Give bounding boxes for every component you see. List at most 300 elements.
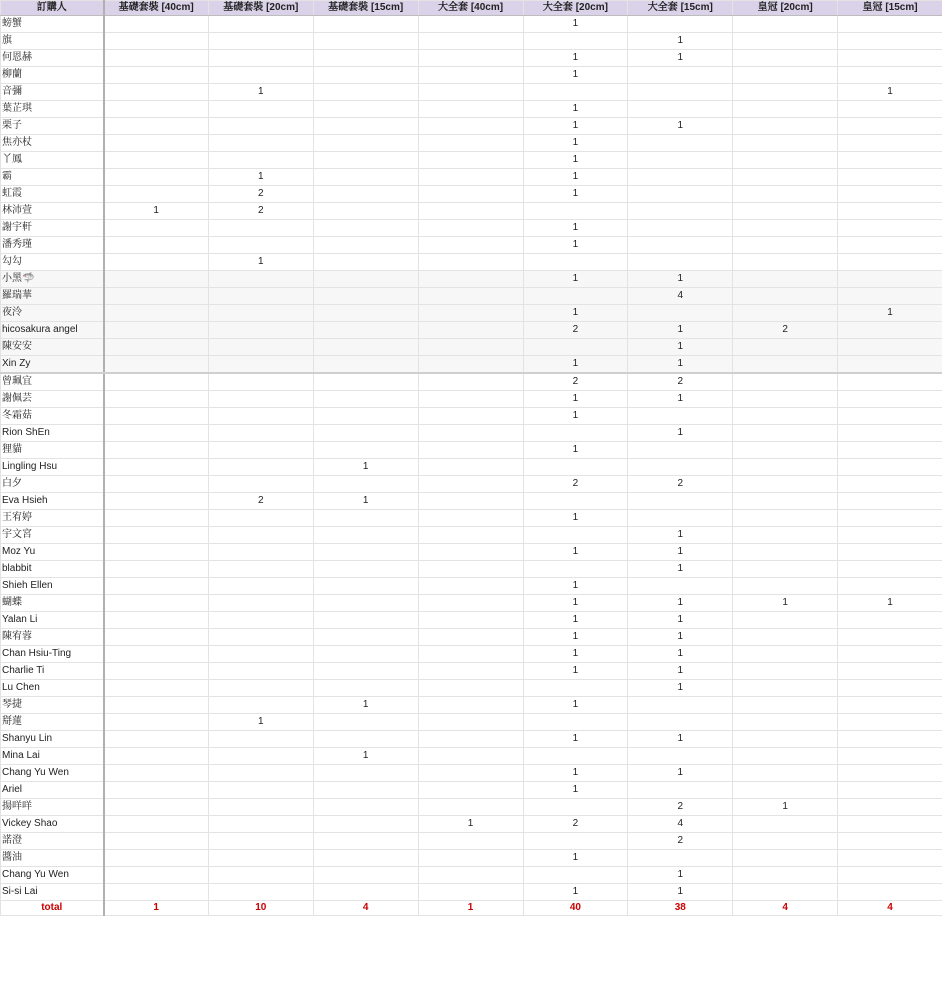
- quantity-cell[interactable]: [523, 203, 628, 220]
- quantity-cell[interactable]: [313, 765, 418, 782]
- quantity-cell[interactable]: [838, 612, 942, 629]
- quantity-cell[interactable]: [208, 16, 313, 33]
- total-cell[interactable]: 38: [628, 901, 733, 916]
- quantity-cell[interactable]: [104, 714, 209, 731]
- buyer-name-cell[interactable]: Mina Lai: [1, 748, 104, 765]
- quantity-cell[interactable]: [523, 339, 628, 356]
- quantity-cell[interactable]: 1: [628, 322, 733, 339]
- quantity-cell[interactable]: [208, 867, 313, 884]
- quantity-cell[interactable]: 1: [523, 578, 628, 595]
- quantity-cell[interactable]: [313, 186, 418, 203]
- quantity-cell[interactable]: [104, 578, 209, 595]
- quantity-cell[interactable]: [208, 152, 313, 169]
- quantity-cell[interactable]: [104, 884, 209, 901]
- buyer-name-cell[interactable]: 音彌: [1, 84, 104, 101]
- quantity-cell[interactable]: [628, 459, 733, 476]
- quantity-cell[interactable]: [104, 186, 209, 203]
- quantity-cell[interactable]: [313, 288, 418, 305]
- quantity-cell[interactable]: [628, 493, 733, 510]
- quantity-cell[interactable]: 1: [628, 595, 733, 612]
- quantity-cell[interactable]: [733, 748, 838, 765]
- quantity-cell[interactable]: [733, 186, 838, 203]
- buyer-name-cell[interactable]: 柳蘭: [1, 67, 104, 84]
- quantity-cell[interactable]: 2: [523, 816, 628, 833]
- buyer-name-cell[interactable]: 虹霞: [1, 186, 104, 203]
- quantity-cell[interactable]: [418, 527, 523, 544]
- quantity-cell[interactable]: [628, 220, 733, 237]
- buyer-name-cell[interactable]: Charlie Ti: [1, 663, 104, 680]
- quantity-cell[interactable]: [208, 510, 313, 527]
- quantity-cell[interactable]: [104, 493, 209, 510]
- quantity-cell[interactable]: [208, 782, 313, 799]
- buyer-name-cell[interactable]: 何恩赫: [1, 50, 104, 67]
- quantity-cell[interactable]: [523, 493, 628, 510]
- quantity-cell[interactable]: 1: [523, 612, 628, 629]
- buyer-name-cell[interactable]: Chang Yu Wen: [1, 867, 104, 884]
- quantity-cell[interactable]: [418, 152, 523, 169]
- quantity-cell[interactable]: [208, 408, 313, 425]
- quantity-cell[interactable]: [313, 850, 418, 867]
- quantity-cell[interactable]: [208, 118, 313, 135]
- quantity-cell[interactable]: [628, 84, 733, 101]
- quantity-cell[interactable]: [628, 442, 733, 459]
- quantity-cell[interactable]: 2: [208, 203, 313, 220]
- quantity-cell[interactable]: [208, 612, 313, 629]
- quantity-cell[interactable]: [313, 391, 418, 408]
- quantity-cell[interactable]: [104, 101, 209, 118]
- quantity-cell[interactable]: [838, 765, 942, 782]
- quantity-cell[interactable]: [208, 527, 313, 544]
- quantity-cell[interactable]: [733, 16, 838, 33]
- quantity-cell[interactable]: 1: [838, 305, 942, 322]
- quantity-cell[interactable]: 1: [523, 101, 628, 118]
- buyer-name-cell[interactable]: 冬霜菇: [1, 408, 104, 425]
- quantity-cell[interactable]: [313, 152, 418, 169]
- quantity-cell[interactable]: [313, 646, 418, 663]
- quantity-cell[interactable]: 1: [523, 237, 628, 254]
- quantity-cell[interactable]: 1: [628, 731, 733, 748]
- quantity-cell[interactable]: [418, 476, 523, 493]
- quantity-cell[interactable]: 1: [628, 629, 733, 646]
- quantity-cell[interactable]: [104, 782, 209, 799]
- quantity-cell[interactable]: 1: [628, 612, 733, 629]
- quantity-cell[interactable]: [733, 288, 838, 305]
- column-header[interactable]: 基礎套裝 [15cm]: [313, 1, 418, 16]
- quantity-cell[interactable]: [313, 305, 418, 322]
- buyer-name-cell[interactable]: Vickey Shao: [1, 816, 104, 833]
- quantity-cell[interactable]: 1: [523, 697, 628, 714]
- quantity-cell[interactable]: [628, 697, 733, 714]
- quantity-cell[interactable]: [838, 544, 942, 561]
- quantity-cell[interactable]: [208, 288, 313, 305]
- quantity-cell[interactable]: [418, 169, 523, 186]
- quantity-cell[interactable]: [313, 254, 418, 271]
- quantity-cell[interactable]: [523, 561, 628, 578]
- quantity-cell[interactable]: [104, 476, 209, 493]
- quantity-cell[interactable]: [628, 169, 733, 186]
- quantity-cell[interactable]: [838, 169, 942, 186]
- column-header[interactable]: 皇冠 [15cm]: [838, 1, 942, 16]
- quantity-cell[interactable]: [838, 867, 942, 884]
- quantity-cell[interactable]: [104, 850, 209, 867]
- quantity-cell[interactable]: [838, 425, 942, 442]
- quantity-cell[interactable]: [733, 731, 838, 748]
- quantity-cell[interactable]: [838, 697, 942, 714]
- quantity-cell[interactable]: [733, 850, 838, 867]
- quantity-cell[interactable]: [418, 697, 523, 714]
- quantity-cell[interactable]: [838, 186, 942, 203]
- quantity-cell[interactable]: [208, 476, 313, 493]
- quantity-cell[interactable]: [104, 254, 209, 271]
- buyer-name-cell[interactable]: 勾勾: [1, 254, 104, 271]
- quantity-cell[interactable]: [523, 254, 628, 271]
- quantity-cell[interactable]: [838, 288, 942, 305]
- quantity-cell[interactable]: [208, 373, 313, 391]
- quantity-cell[interactable]: [733, 680, 838, 697]
- quantity-cell[interactable]: [838, 850, 942, 867]
- quantity-cell[interactable]: [313, 33, 418, 50]
- quantity-cell[interactable]: [313, 373, 418, 391]
- quantity-cell[interactable]: [838, 476, 942, 493]
- quantity-cell[interactable]: [733, 169, 838, 186]
- quantity-cell[interactable]: [313, 118, 418, 135]
- quantity-cell[interactable]: [733, 646, 838, 663]
- quantity-cell[interactable]: [418, 186, 523, 203]
- quantity-cell[interactable]: [418, 714, 523, 731]
- quantity-cell[interactable]: 2: [733, 322, 838, 339]
- quantity-cell[interactable]: [838, 833, 942, 850]
- buyer-name-cell[interactable]: 羅瑞華: [1, 288, 104, 305]
- total-cell[interactable]: 10: [208, 901, 313, 916]
- quantity-cell[interactable]: 4: [628, 288, 733, 305]
- quantity-cell[interactable]: [208, 322, 313, 339]
- quantity-cell[interactable]: [733, 612, 838, 629]
- quantity-cell[interactable]: [838, 152, 942, 169]
- quantity-cell[interactable]: [523, 867, 628, 884]
- quantity-cell[interactable]: [838, 50, 942, 67]
- quantity-cell[interactable]: [733, 765, 838, 782]
- quantity-cell[interactable]: [418, 850, 523, 867]
- quantity-cell[interactable]: 1: [104, 203, 209, 220]
- quantity-cell[interactable]: 1: [523, 544, 628, 561]
- quantity-cell[interactable]: [628, 578, 733, 595]
- quantity-cell[interactable]: [523, 799, 628, 816]
- quantity-cell[interactable]: 1: [313, 493, 418, 510]
- quantity-cell[interactable]: [104, 220, 209, 237]
- quantity-cell[interactable]: [733, 67, 838, 84]
- quantity-cell[interactable]: [104, 748, 209, 765]
- quantity-cell[interactable]: [733, 714, 838, 731]
- quantity-cell[interactable]: [313, 339, 418, 356]
- quantity-cell[interactable]: [418, 237, 523, 254]
- column-header[interactable]: 基礎套裝 [20cm]: [208, 1, 313, 16]
- quantity-cell[interactable]: 1: [523, 220, 628, 237]
- quantity-cell[interactable]: [208, 67, 313, 84]
- quantity-cell[interactable]: 1: [523, 782, 628, 799]
- quantity-cell[interactable]: [418, 373, 523, 391]
- quantity-cell[interactable]: [104, 612, 209, 629]
- quantity-cell[interactable]: [208, 101, 313, 118]
- quantity-cell[interactable]: [418, 765, 523, 782]
- buyer-name-cell[interactable]: Yalan Li: [1, 612, 104, 629]
- buyer-name-cell[interactable]: 旗: [1, 33, 104, 50]
- quantity-cell[interactable]: [208, 731, 313, 748]
- quantity-cell[interactable]: [313, 442, 418, 459]
- quantity-cell[interactable]: [104, 391, 209, 408]
- quantity-cell[interactable]: [418, 493, 523, 510]
- quantity-cell[interactable]: [313, 595, 418, 612]
- quantity-cell[interactable]: 2: [628, 833, 733, 850]
- quantity-cell[interactable]: [838, 16, 942, 33]
- quantity-cell[interactable]: [313, 612, 418, 629]
- quantity-cell[interactable]: [313, 237, 418, 254]
- quantity-cell[interactable]: [418, 101, 523, 118]
- total-cell[interactable]: 40: [523, 901, 628, 916]
- quantity-cell[interactable]: [838, 254, 942, 271]
- quantity-cell[interactable]: [733, 578, 838, 595]
- quantity-cell[interactable]: [418, 629, 523, 646]
- quantity-cell[interactable]: [418, 16, 523, 33]
- quantity-cell[interactable]: [208, 646, 313, 663]
- quantity-cell[interactable]: [104, 527, 209, 544]
- quantity-cell[interactable]: [313, 16, 418, 33]
- quantity-cell[interactable]: [418, 833, 523, 850]
- buyer-name-cell[interactable]: 林沛萱: [1, 203, 104, 220]
- quantity-cell[interactable]: [313, 50, 418, 67]
- quantity-cell[interactable]: [208, 50, 313, 67]
- quantity-cell[interactable]: 1: [628, 339, 733, 356]
- quantity-cell[interactable]: 1: [523, 391, 628, 408]
- buyer-name-cell[interactable]: 螃蟹: [1, 16, 104, 33]
- quantity-cell[interactable]: [628, 254, 733, 271]
- quantity-cell[interactable]: [208, 459, 313, 476]
- quantity-cell[interactable]: 1: [628, 425, 733, 442]
- column-header[interactable]: 基礎套裝 [40cm]: [104, 1, 209, 16]
- quantity-cell[interactable]: 1: [523, 765, 628, 782]
- quantity-cell[interactable]: [733, 203, 838, 220]
- quantity-cell[interactable]: [523, 459, 628, 476]
- quantity-cell[interactable]: [313, 356, 418, 374]
- quantity-cell[interactable]: [838, 578, 942, 595]
- total-cell[interactable]: 4: [733, 901, 838, 916]
- quantity-cell[interactable]: [313, 220, 418, 237]
- quantity-cell[interactable]: [523, 425, 628, 442]
- quantity-cell[interactable]: [313, 578, 418, 595]
- quantity-cell[interactable]: [104, 169, 209, 186]
- quantity-cell[interactable]: 1: [523, 850, 628, 867]
- quantity-cell[interactable]: 1: [628, 33, 733, 50]
- quantity-cell[interactable]: 1: [208, 254, 313, 271]
- buyer-name-cell[interactable]: 焦亦杖: [1, 135, 104, 152]
- quantity-cell[interactable]: [208, 135, 313, 152]
- quantity-cell[interactable]: [104, 731, 209, 748]
- quantity-cell[interactable]: [628, 152, 733, 169]
- quantity-cell[interactable]: [104, 629, 209, 646]
- column-header[interactable]: 大全套 [20cm]: [523, 1, 628, 16]
- quantity-cell[interactable]: [838, 356, 942, 374]
- quantity-cell[interactable]: [628, 510, 733, 527]
- buyer-name-cell[interactable]: Shanyu Lin: [1, 731, 104, 748]
- quantity-cell[interactable]: [523, 84, 628, 101]
- quantity-cell[interactable]: [104, 595, 209, 612]
- quantity-cell[interactable]: [104, 237, 209, 254]
- quantity-cell[interactable]: [208, 816, 313, 833]
- quantity-cell[interactable]: [628, 305, 733, 322]
- quantity-cell[interactable]: [838, 101, 942, 118]
- quantity-cell[interactable]: 1: [523, 646, 628, 663]
- quantity-cell[interactable]: 1: [523, 16, 628, 33]
- quantity-cell[interactable]: 1: [628, 765, 733, 782]
- quantity-cell[interactable]: [208, 220, 313, 237]
- quantity-cell[interactable]: [208, 765, 313, 782]
- quantity-cell[interactable]: [838, 220, 942, 237]
- quantity-cell[interactable]: 1: [838, 595, 942, 612]
- column-header[interactable]: 大全套 [15cm]: [628, 1, 733, 16]
- quantity-cell[interactable]: 4: [628, 816, 733, 833]
- column-header[interactable]: 大全套 [40cm]: [418, 1, 523, 16]
- quantity-cell[interactable]: [418, 799, 523, 816]
- quantity-cell[interactable]: 1: [523, 884, 628, 901]
- quantity-cell[interactable]: [104, 561, 209, 578]
- quantity-cell[interactable]: [838, 373, 942, 391]
- quantity-cell[interactable]: [733, 782, 838, 799]
- buyer-name-cell[interactable]: 搿蓮: [1, 714, 104, 731]
- quantity-cell[interactable]: [418, 646, 523, 663]
- quantity-cell[interactable]: [418, 33, 523, 50]
- quantity-cell[interactable]: 1: [523, 152, 628, 169]
- buyer-name-cell[interactable]: Moz Yu: [1, 544, 104, 561]
- buyer-name-cell[interactable]: 謝宇軒: [1, 220, 104, 237]
- quantity-cell[interactable]: [838, 271, 942, 288]
- quantity-cell[interactable]: [104, 339, 209, 356]
- quantity-cell[interactable]: [628, 101, 733, 118]
- quantity-cell[interactable]: [418, 782, 523, 799]
- quantity-cell[interactable]: [104, 373, 209, 391]
- quantity-cell[interactable]: [838, 203, 942, 220]
- quantity-cell[interactable]: [418, 339, 523, 356]
- quantity-cell[interactable]: [733, 152, 838, 169]
- quantity-cell[interactable]: [208, 442, 313, 459]
- quantity-cell[interactable]: [838, 391, 942, 408]
- quantity-cell[interactable]: 1: [628, 391, 733, 408]
- quantity-cell[interactable]: [733, 50, 838, 67]
- quantity-cell[interactable]: [733, 339, 838, 356]
- buyer-name-cell[interactable]: Lu Chen: [1, 680, 104, 697]
- buyer-name-cell[interactable]: 霸: [1, 169, 104, 186]
- quantity-cell[interactable]: [418, 271, 523, 288]
- buyer-name-cell[interactable]: 陳安安: [1, 339, 104, 356]
- quantity-cell[interactable]: [733, 254, 838, 271]
- quantity-cell[interactable]: [418, 612, 523, 629]
- quantity-cell[interactable]: [104, 118, 209, 135]
- quantity-cell[interactable]: [523, 527, 628, 544]
- quantity-cell[interactable]: [208, 33, 313, 50]
- quantity-cell[interactable]: [104, 799, 209, 816]
- quantity-cell[interactable]: [313, 169, 418, 186]
- quantity-cell[interactable]: [208, 391, 313, 408]
- quantity-cell[interactable]: [628, 16, 733, 33]
- quantity-cell[interactable]: 2: [208, 186, 313, 203]
- quantity-cell[interactable]: 1: [628, 680, 733, 697]
- buyer-name-cell[interactable]: Eva Hsieh: [1, 493, 104, 510]
- quantity-cell[interactable]: [838, 714, 942, 731]
- quantity-cell[interactable]: [733, 476, 838, 493]
- quantity-cell[interactable]: [838, 135, 942, 152]
- quantity-cell[interactable]: 1: [523, 50, 628, 67]
- quantity-cell[interactable]: 1: [628, 561, 733, 578]
- quantity-cell[interactable]: 1: [628, 271, 733, 288]
- quantity-cell[interactable]: [418, 544, 523, 561]
- quantity-cell[interactable]: 1: [208, 714, 313, 731]
- quantity-cell[interactable]: [104, 152, 209, 169]
- quantity-cell[interactable]: [838, 799, 942, 816]
- quantity-cell[interactable]: [208, 544, 313, 561]
- quantity-cell[interactable]: [523, 680, 628, 697]
- quantity-cell[interactable]: [733, 459, 838, 476]
- quantity-cell[interactable]: 1: [523, 186, 628, 203]
- quantity-cell[interactable]: [628, 850, 733, 867]
- quantity-cell[interactable]: [733, 84, 838, 101]
- quantity-cell[interactable]: [838, 629, 942, 646]
- quantity-cell[interactable]: [838, 459, 942, 476]
- quantity-cell[interactable]: [313, 527, 418, 544]
- quantity-cell[interactable]: [418, 356, 523, 374]
- quantity-cell[interactable]: [313, 833, 418, 850]
- buyer-name-cell[interactable]: Chang Yu Wen: [1, 765, 104, 782]
- quantity-cell[interactable]: [733, 663, 838, 680]
- quantity-cell[interactable]: 1: [523, 663, 628, 680]
- quantity-cell[interactable]: 1: [523, 442, 628, 459]
- quantity-cell[interactable]: [313, 408, 418, 425]
- total-cell[interactable]: 1: [418, 901, 523, 916]
- quantity-cell[interactable]: [418, 442, 523, 459]
- quantity-cell[interactable]: 1: [523, 305, 628, 322]
- buyer-name-cell[interactable]: 小黑🦈: [1, 271, 104, 288]
- buyer-name-cell[interactable]: Si-si Lai: [1, 884, 104, 901]
- quantity-cell[interactable]: [733, 271, 838, 288]
- quantity-cell[interactable]: [838, 748, 942, 765]
- quantity-cell[interactable]: 2: [628, 373, 733, 391]
- quantity-cell[interactable]: 1: [523, 118, 628, 135]
- column-header-buyer[interactable]: 訂購人: [1, 1, 104, 16]
- quantity-cell[interactable]: [838, 782, 942, 799]
- quantity-cell[interactable]: [628, 186, 733, 203]
- quantity-cell[interactable]: [104, 135, 209, 152]
- quantity-cell[interactable]: [313, 799, 418, 816]
- quantity-cell[interactable]: [104, 544, 209, 561]
- quantity-cell[interactable]: [733, 629, 838, 646]
- quantity-cell[interactable]: [733, 135, 838, 152]
- quantity-cell[interactable]: 2: [628, 799, 733, 816]
- buyer-name-cell[interactable]: 宇文宮: [1, 527, 104, 544]
- quantity-cell[interactable]: [733, 220, 838, 237]
- quantity-cell[interactable]: [733, 373, 838, 391]
- buyer-name-cell[interactable]: 曾珮宜: [1, 373, 104, 391]
- quantity-cell[interactable]: 1: [418, 816, 523, 833]
- quantity-cell[interactable]: [104, 867, 209, 884]
- quantity-cell[interactable]: [733, 527, 838, 544]
- quantity-cell[interactable]: [628, 748, 733, 765]
- buyer-name-cell[interactable]: 白夕: [1, 476, 104, 493]
- buyer-name-cell[interactable]: 諾澄: [1, 833, 104, 850]
- quantity-cell[interactable]: [418, 135, 523, 152]
- quantity-cell[interactable]: [733, 697, 838, 714]
- quantity-cell[interactable]: [313, 731, 418, 748]
- quantity-cell[interactable]: 2: [523, 476, 628, 493]
- quantity-cell[interactable]: [838, 33, 942, 50]
- quantity-cell[interactable]: [418, 459, 523, 476]
- quantity-cell[interactable]: 1: [628, 867, 733, 884]
